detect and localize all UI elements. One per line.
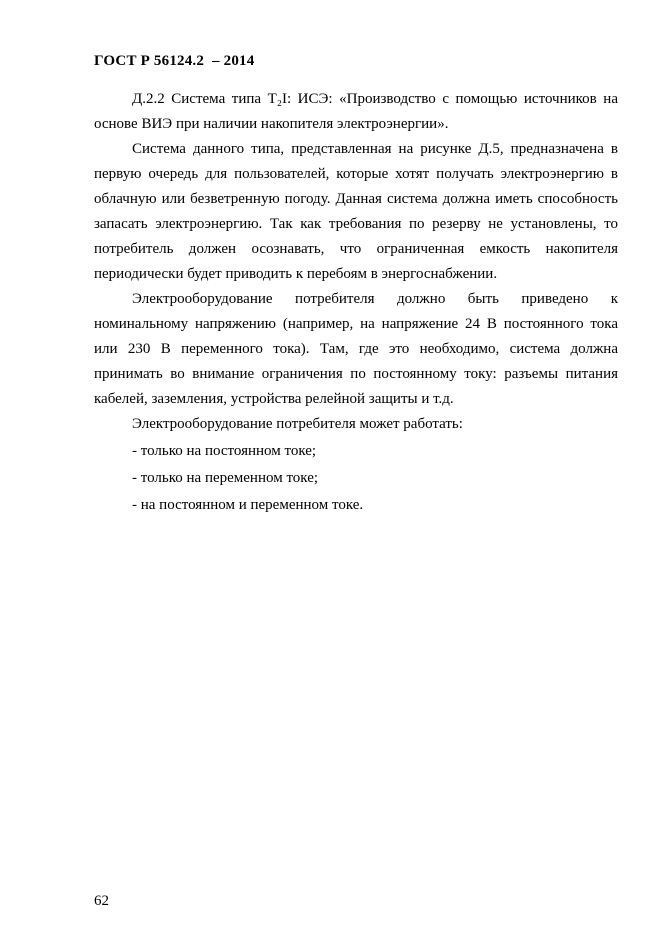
list-item-dc-only: - только на постоянном токе;	[132, 443, 317, 459]
page-number: 62	[94, 893, 109, 909]
paragraph-d22-intro: Д.2.2 Система типа Т₂I: ИСЭ: «Производство с помощью источников на основе ВИЭ при наличии накопителя электроэнергии».	[94, 91, 618, 132]
document-header: ГОСТ Р 56124.2 – 2014	[94, 53, 255, 69]
list-item-dc-and-ac: - на постоянном и переменном токе.	[132, 497, 364, 513]
list-item-ac-only: - только на переменном токе;	[132, 470, 319, 486]
paragraph-system-description: Система данного типа, представленная на рисунке Д.5, предназначена в первую очередь для пользователей, которые хотят получать электроэнергию в облачную или безветренную погоду. Данная система должна иметь способность запасать электроэнергию. Так как требования по резерву не установлены, то потребитель должен осознавать, что ограниченная емкость накопителя периодически будет приводить к перебоям в энергоснабжении.	[94, 141, 618, 282]
document-content	[94, 52, 618, 518]
paragraph-consumer-equipment-modes: Электрооборудование потребителя может работать:	[132, 416, 463, 432]
paragraph-consumer-equipment-voltage: Электрооборудование потребителя должно быть приведено к номинальному напряжению (например, на напряжение 24 В постоянного тока или 230 В переменного тока). Там, где это необходимо, система должна принимать во внимание ограничения по постоянному току: разъемы питания кабелей, заземления, устройства релейной защиты и т.д.	[94, 291, 618, 407]
